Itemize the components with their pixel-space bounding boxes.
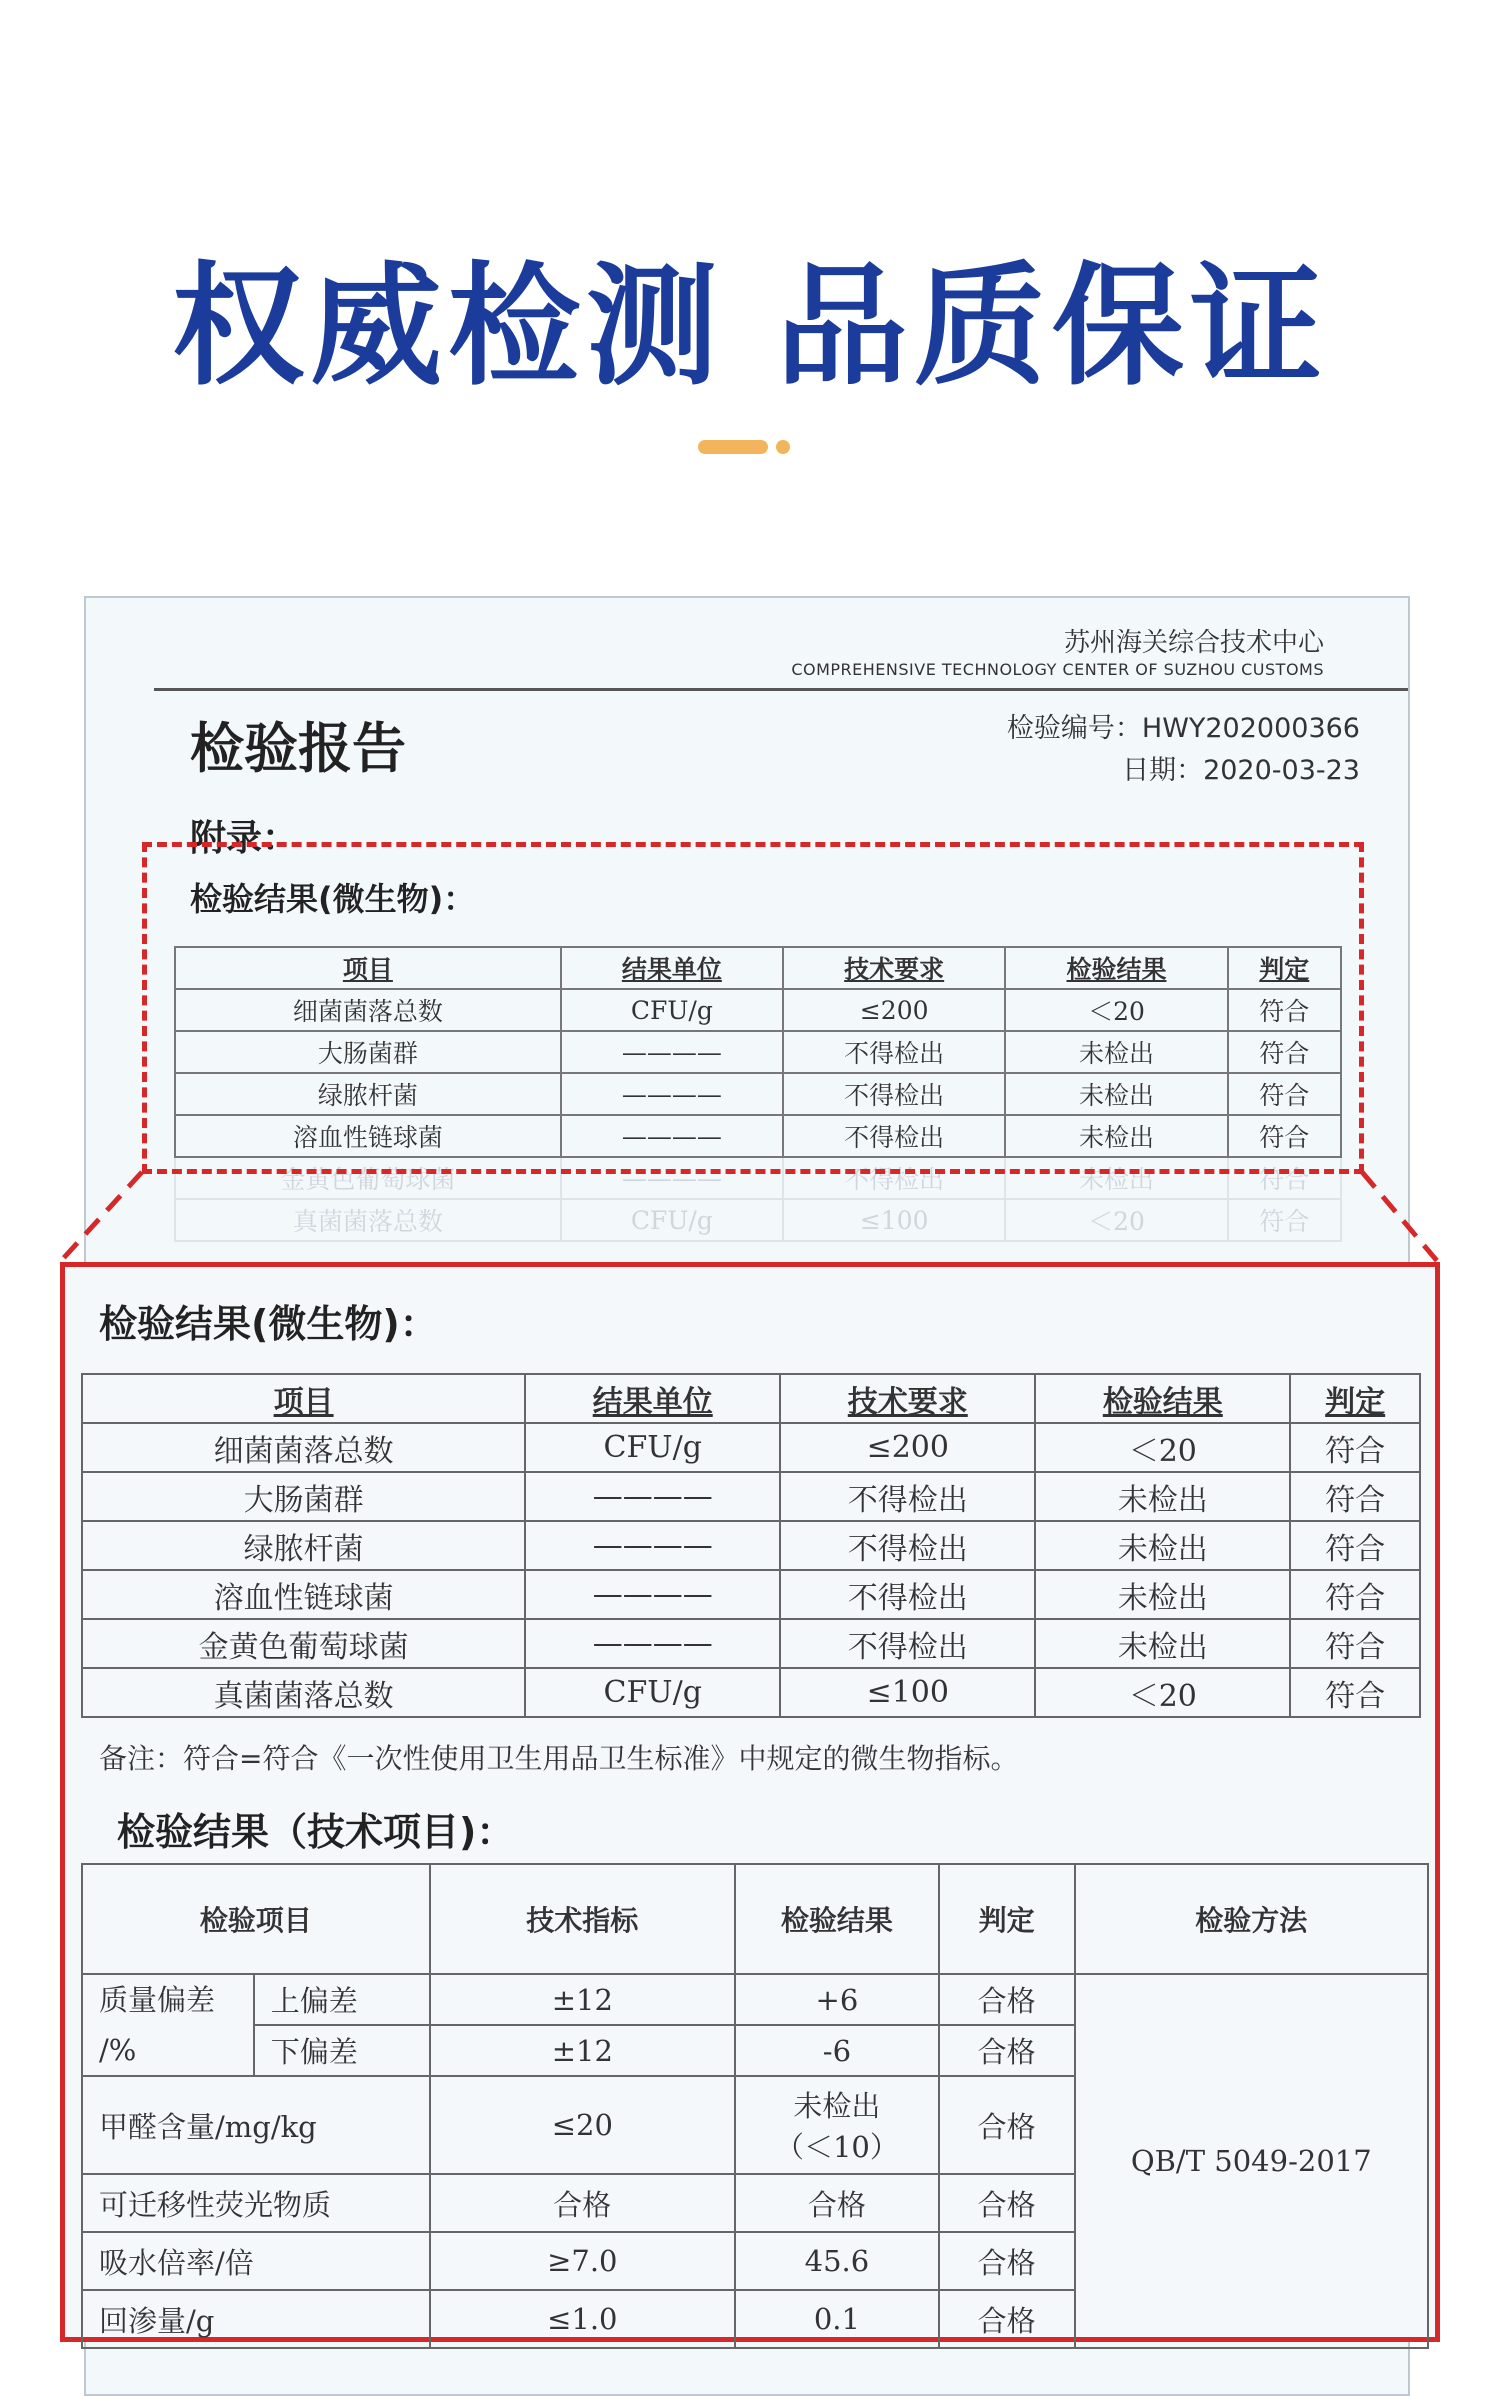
table-row — [82, 1472, 1420, 1521]
date-label: 日期： — [1122, 755, 1204, 786]
table-cell: 绿脓杆菌 — [82, 1521, 525, 1570]
table-cell: 未检出 — [1035, 1619, 1290, 1668]
table-row — [82, 1619, 1420, 1668]
table-cell: 符合 — [1290, 1472, 1420, 1521]
micro-section-title: 检验结果(微生物)： — [190, 880, 476, 918]
tech-table — [81, 1863, 1429, 2349]
report-date: 2020-03-23 — [1203, 755, 1360, 786]
table-cell: 不得检出 — [783, 1157, 1005, 1199]
table-cell: 合格 — [735, 2174, 939, 2232]
table-cell: ≤100 — [783, 1199, 1005, 1241]
table-cell: 不得检出 — [783, 1073, 1005, 1115]
table-cell: ———— — [561, 1031, 783, 1073]
table-cell: 吸水倍率/倍 — [82, 2232, 430, 2290]
table-cell: 细菌菌落总数 — [82, 1423, 525, 1472]
table-cell: ≤200 — [783, 989, 1005, 1031]
connector-right — [1362, 1172, 1438, 1262]
table-cell: ±12 — [430, 2025, 736, 2076]
org-name-cn: 苏州海关综合技术中心 — [1063, 628, 1324, 658]
table-cell: 真菌菌落总数 — [175, 1199, 561, 1241]
table-cell: 符合 — [1290, 1423, 1420, 1472]
table-cell: CFU/g — [525, 1668, 780, 1717]
table-cell: 回渗量/g — [82, 2290, 430, 2348]
table-cell: ≤1.0 — [430, 2290, 736, 2348]
table-cell: ———— — [525, 1472, 780, 1521]
table-cell: ＜20 — [1035, 1423, 1290, 1472]
table-cell: 金黄色葡萄球菌 — [175, 1157, 561, 1199]
table-cell: 大肠菌群 — [175, 1031, 561, 1073]
table-cell: CFU/g — [561, 989, 783, 1031]
table-row — [82, 1423, 1420, 1472]
col-header: 技术要求 — [780, 1374, 1035, 1423]
table-cell: 符合 — [1228, 989, 1341, 1031]
test-method: QB/T 5049-2017 — [1075, 1974, 1428, 2348]
table-cell: ———— — [525, 1619, 780, 1668]
table-cell: 符合 — [1290, 1619, 1420, 1668]
table-cell: 可迁移性荧光物质 — [82, 2174, 430, 2232]
table-cell: ≤200 — [780, 1423, 1035, 1472]
table-cell: 45.6 — [735, 2232, 939, 2290]
standard-note: 备注：符合=符合《一次性使用卫生用品卫生标准》中规定的微生物指标。 — [99, 1742, 1019, 1775]
report-no-label: 检验编号： — [1006, 713, 1142, 744]
table-row — [82, 1974, 1428, 2025]
table-cell: 符合 — [1228, 1073, 1341, 1115]
table-cell: 符合 — [1228, 1199, 1341, 1241]
table-cell: 上偏差 — [254, 1974, 430, 2025]
mass-deviation-label — [82, 1974, 254, 2076]
table-cell: 未检出 — [1035, 1472, 1290, 1521]
table-cell: 未检出 — [1005, 1031, 1227, 1073]
table-header-row — [82, 1864, 1428, 1974]
table-cell: -6 — [735, 2025, 939, 2076]
table-cell: 合格 — [939, 2290, 1075, 2348]
table-cell: 0.1 — [735, 2290, 939, 2348]
report-title: 检验报告 — [190, 717, 406, 780]
tech-section-title: 检验结果（技术项目)： — [117, 1810, 515, 1854]
mass-label-line1: 质量偏差 — [99, 1983, 216, 2017]
col-header: 技术指标 — [430, 1864, 736, 1974]
report-no: HWY202000366 — [1141, 713, 1360, 744]
table-cell: 绿脓杆菌 — [175, 1073, 561, 1115]
table-cell: 未检出 — [1005, 1073, 1227, 1115]
table-header-row — [82, 1374, 1420, 1423]
appendix-label: 附录： — [190, 818, 299, 859]
table-cell: 大肠菌群 — [82, 1472, 525, 1521]
table-cell: 细菌菌落总数 — [175, 989, 561, 1031]
col-header: 技术要求 — [783, 947, 1005, 989]
banner-headline: 权威检测 品质保证 — [172, 250, 1328, 404]
table-cell: 金黄色葡萄球菌 — [82, 1619, 525, 1668]
table-cell: 合格 — [939, 2174, 1075, 2232]
col-header: 结果单位 — [525, 1374, 780, 1423]
table-cell: 符合 — [1290, 1668, 1420, 1717]
table-cell: 溶血性链球菌 — [175, 1115, 561, 1157]
table-cell: ———— — [561, 1115, 783, 1157]
col-header: 项目 — [82, 1374, 525, 1423]
table-cell: 甲醛含量/mg/kg — [82, 2076, 430, 2174]
table-cell: 溶血性链球菌 — [82, 1570, 525, 1619]
table-cell: CFU/g — [525, 1423, 780, 1472]
table-cell: 真菌菌落总数 — [82, 1668, 525, 1717]
table-cell: 符合 — [1228, 1157, 1341, 1199]
table-cell: 不得检出 — [780, 1619, 1035, 1668]
result-line2: （＜10） — [774, 2130, 899, 2164]
table-cell: CFU/g — [561, 1199, 783, 1241]
col-header: 结果单位 — [561, 947, 783, 989]
col-header: 检验方法 — [1075, 1864, 1428, 1974]
micro-table-zoomed — [81, 1373, 1421, 1718]
table-cell: 下偏差 — [254, 2025, 430, 2076]
zoomed-results-panel — [60, 1262, 1440, 2342]
table-cell: ＜20 — [1005, 989, 1227, 1031]
result-line1: 未检出 — [793, 2089, 881, 2123]
table-cell: 合格 — [939, 1974, 1075, 2025]
mass-label-line2: /% — [99, 2033, 137, 2067]
table-cell: ———— — [561, 1073, 783, 1115]
table-cell: 不得检出 — [783, 1031, 1005, 1073]
col-header: 判定 — [939, 1864, 1075, 1974]
table-cell: 合格 — [430, 2174, 736, 2232]
col-header: 检验项目 — [82, 1864, 430, 1974]
table-cell: ＜20 — [1005, 1199, 1227, 1241]
col-header: 检验结果 — [735, 1864, 939, 1974]
table-cell: ———— — [561, 1157, 783, 1199]
table-cell: 未检出 — [1035, 1521, 1290, 1570]
col-header: 项目 — [175, 947, 561, 989]
table-cell: ≤100 — [780, 1668, 1035, 1717]
col-header: 判定 — [1290, 1374, 1420, 1423]
table-cell: 符合 — [1290, 1570, 1420, 1619]
table-row — [82, 1570, 1420, 1619]
table-cell: ≤20 — [430, 2076, 736, 2174]
table-cell: 未检出 — [1005, 1157, 1227, 1199]
table-cell: 未检出 — [1035, 1570, 1290, 1619]
table-row — [82, 1668, 1420, 1717]
table-cell: 不得检出 — [780, 1570, 1035, 1619]
table-cell: 合格 — [939, 2232, 1075, 2290]
table-cell: 合格 — [939, 2076, 1075, 2174]
table-row — [82, 1521, 1420, 1570]
table-cell: 符合 — [1290, 1521, 1420, 1570]
table-cell: 合格 — [939, 2025, 1075, 2076]
col-header: 判定 — [1228, 947, 1341, 989]
col-header: 检验结果 — [1035, 1374, 1290, 1423]
table-cell: +6 — [735, 1974, 939, 2025]
zoom-micro-section-title: 检验结果(微生物)： — [99, 1302, 438, 1346]
table-cell: 未检出 — [1005, 1115, 1227, 1157]
table-cell: ———— — [525, 1570, 780, 1619]
table-cell: 不得检出 — [783, 1115, 1005, 1157]
table-cell: ＜20 — [1035, 1668, 1290, 1717]
table-cell — [735, 2076, 939, 2174]
col-header: 检验结果 — [1005, 947, 1227, 989]
table-cell: 不得检出 — [780, 1521, 1035, 1570]
table-cell: ———— — [525, 1521, 780, 1570]
table-cell: 符合 — [1228, 1031, 1341, 1073]
table-cell: 不得检出 — [780, 1472, 1035, 1521]
table-cell: ≥7.0 — [430, 2232, 736, 2290]
connector-left — [60, 1172, 142, 1262]
org-name-en: COMPREHENSIVE TECHNOLOGY CENTER OF SUZHOU CUSTOMS — [791, 660, 1324, 679]
table-cell: ±12 — [430, 1974, 736, 2025]
table-cell: 符合 — [1228, 1115, 1341, 1157]
